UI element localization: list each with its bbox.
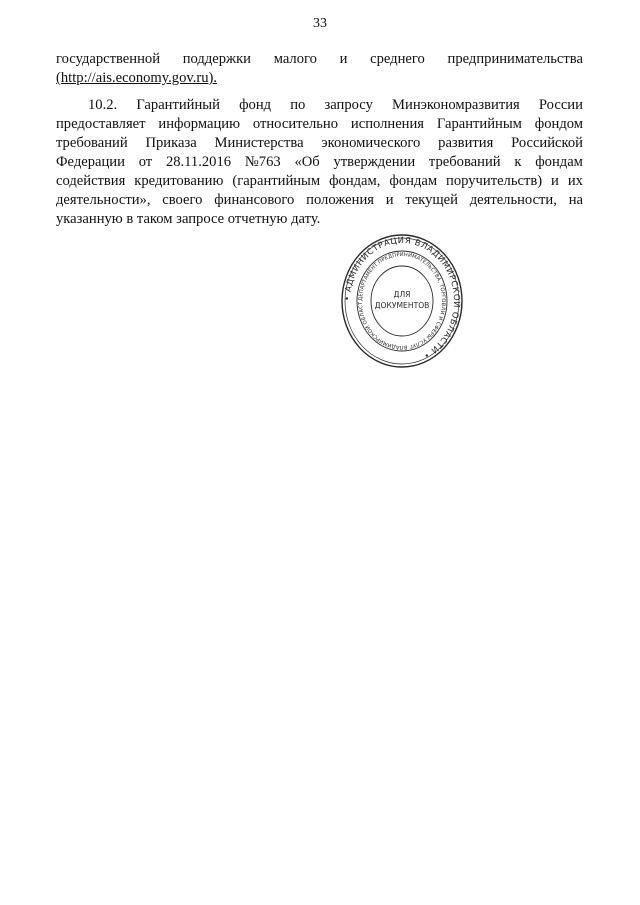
word: поддержки bbox=[182, 51, 251, 67]
paragraph1-line2 bbox=[56, 69, 583, 88]
word: среднего bbox=[370, 51, 425, 67]
paragraph-10-2 bbox=[56, 96, 583, 229]
word: развития bbox=[438, 135, 494, 151]
word: Министерства bbox=[214, 135, 304, 151]
word: предпринимательства bbox=[447, 51, 583, 67]
word: финансового bbox=[214, 192, 295, 208]
word: требований bbox=[56, 135, 128, 151]
word: предоставляет bbox=[56, 116, 146, 132]
page-number: 33 bbox=[313, 16, 327, 31]
word: Приказа bbox=[145, 135, 197, 151]
paragraph2-line3 bbox=[56, 134, 583, 153]
word: кредитованию bbox=[134, 173, 224, 189]
word: требований bbox=[428, 154, 501, 170]
word: поручительств) bbox=[446, 173, 543, 189]
word: утверждении bbox=[333, 154, 416, 170]
word: деятельности», bbox=[56, 192, 151, 208]
word: «Об bbox=[294, 154, 320, 170]
word: относительно bbox=[252, 116, 339, 132]
ais-economy-link[interactable]: (http://ais.economy.gov.ru). bbox=[56, 70, 218, 86]
word: их bbox=[567, 173, 583, 189]
word: №763 bbox=[244, 154, 281, 170]
paragraph-continuation bbox=[56, 50, 583, 88]
word: своего bbox=[162, 192, 203, 208]
word: фонд bbox=[239, 97, 272, 113]
word: Гарантийным bbox=[436, 116, 522, 132]
word: фондам bbox=[389, 173, 438, 189]
word: (гарантийным bbox=[232, 173, 321, 189]
word: исполнения bbox=[350, 116, 425, 132]
seal-center-line1: ДЛЯ bbox=[393, 290, 411, 299]
seal-outer-ring-text: • АДМИНИСТРАЦИЯ ВЛАДИМИРСКОЙ ОБЛАСТИ • bbox=[341, 234, 463, 362]
seal-center-line2: ДОКУМЕНТОВ bbox=[374, 301, 430, 310]
word: фондам bbox=[535, 154, 583, 170]
word: текущей bbox=[405, 192, 458, 208]
word: и bbox=[339, 51, 348, 67]
seal-inner-ring-text: ДЕПАРТАМЕНТ ПРЕДПРИНИМАТЕЛЬСТВА, ТОРГОВЛИ И СФЕРЫ УСЛУГ ВЛАДИМИРСКОЙ ОБЛАСТ bbox=[357, 251, 447, 351]
word: от bbox=[138, 154, 153, 170]
seal-graphic bbox=[340, 232, 464, 370]
official-seal-stamp bbox=[340, 232, 464, 370]
word: и bbox=[551, 173, 559, 189]
word: 28.11.2016 bbox=[165, 154, 232, 170]
word: содействия bbox=[56, 173, 126, 189]
word: на bbox=[568, 192, 583, 208]
word: по bbox=[290, 97, 306, 113]
word: малого bbox=[273, 51, 317, 67]
word: положения bbox=[306, 192, 374, 208]
word: фондом bbox=[534, 116, 583, 132]
word: экономического bbox=[321, 135, 421, 151]
word: деятельности, bbox=[469, 192, 557, 208]
clause-number: 10.2. bbox=[88, 97, 118, 113]
word: Минэкономразвития bbox=[392, 97, 520, 113]
paragraph2-line7: указанную в таком запросе отчетную дату. bbox=[56, 211, 321, 227]
paragraph2-line5 bbox=[56, 172, 583, 191]
paragraph2-line1 bbox=[56, 96, 583, 115]
paragraph2-line2 bbox=[56, 115, 583, 134]
word: Российской bbox=[511, 135, 583, 151]
paragraph2-line4 bbox=[56, 153, 583, 172]
word: фондам, bbox=[329, 173, 381, 189]
word: Гарантийный bbox=[136, 97, 220, 113]
word: России bbox=[538, 97, 583, 113]
word: информацию bbox=[158, 116, 241, 132]
word: к bbox=[514, 154, 522, 170]
paragraph1-line1 bbox=[56, 50, 583, 69]
word: запросу bbox=[324, 97, 373, 113]
word: Федерации bbox=[56, 154, 125, 170]
word: и bbox=[385, 192, 394, 208]
paragraph2-line6 bbox=[56, 191, 583, 210]
word: государственной bbox=[56, 51, 161, 67]
